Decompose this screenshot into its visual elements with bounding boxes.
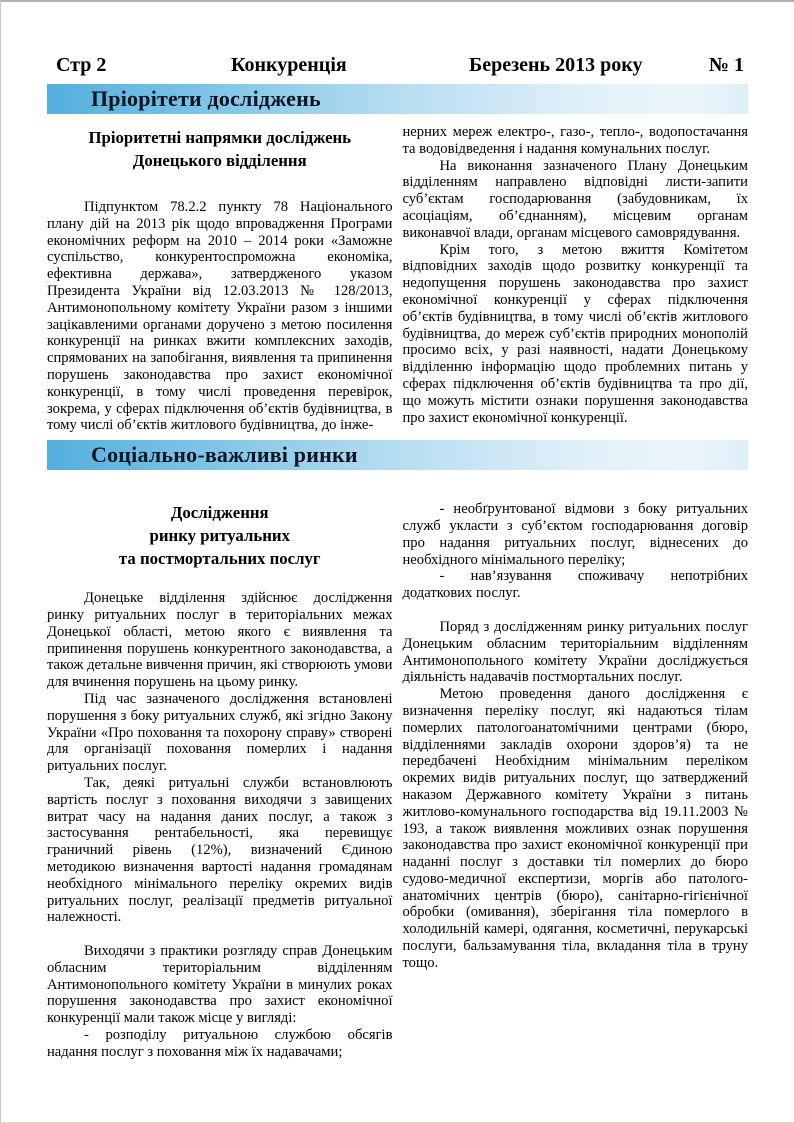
body-paragraph list-item: - нав’язування споживачу непотрібних додаткових послуг. [402,568,748,602]
two-column-text [47,124,748,434]
body-paragraph: нерних мереж електро-, газо-, тепло-, водопостачання та водовідведення і надання комунальних послуг. [402,124,748,157]
body-paragraph: Метою проведення даного дослідження є визначення переліку послуг, які надаються тілам померлих патологоанатомічними центрами (бюро, відділеннями закладів охорони здоров’я) та не передбачені Необхідним мінімальним переліком окремих видів ритуальних послуг, що затверджений наказом Державного комітету України з питань житлово-комунального господарства від 19.11.2003 № 193, а також виявлення можливих ознак порушення законодавства про захист економічної конкуренції при наданні послуг з доставки тіл померлих до бюро судово-медичної експертизи, моргів або патолого-анатомічних центрів (бюро), санітарно-гігієнічної обробки (омивання), зберігання тіла померлого в холодильній камері, одягання, косметичні, перукарські послуги, бальзамування тіла, вкладання тіла в труну тощо. [402,686,748,971]
body-paragraph: Виходячи з практики розгляду справ Донецьким обласним територіальним відділенням Антимонопольного комітету України в минулих роках порушення законодавства про захист економічної конкуренції мали також місце у вигляді: [47,943,393,1027]
section-banner [47,440,748,470]
body-paragraph list-item: - необґрунтованої відмови з боку ритуальних служб укласти з суб’єктом господарювання договір про надання ритуальних послуг, віднесених до необхідного мінімального переліку; [402,501,748,568]
article-heading-line: Донецького відділення [132,151,307,170]
left-column [47,501,393,1061]
article-heading [47,126,393,172]
issue-number: № 1 [708,54,744,76]
right-column [403,124,749,434]
article-heading-line: та постмортальних послуг [118,549,321,569]
body-paragraph: Так, деякі ритуальні служби встановлюють вартість послуг з поховання виходячи з завищених витрат часу на надання даних послуг, а також з застосування рентабельності, яка перевищує граничний рівень (12%), визначений Єдиною методикою визначення вартості надання громадянам необхідного мінімального переліку окремих видів ритуальних послуг, реалізації предметів ритуальної належності. [47,774,393,926]
right-column [403,501,749,1061]
section-research-priorities [1,84,794,434]
body-paragraph: Крім того, з метою вжиття Комітетом відповідних заходів щодо розвитку конкуренції та недопущення порушень законодавства про захист економічної конкуренції у сферах підключення об’єктів будівництва, в тому числі об’єктів житлового будівництва, до мереж суб’єктів природних монополій просимо всіх, у разі наявності, надати Донецькому відділенню інформацію щодо проблемних питань у сферах підключення об’єктів будівництва та про дії, що можуть містити ознаки порушення законодавства про захист економічної конкуренції. [402,241,748,426]
article-heading-line: Пріоритетні напрямки досліджень [88,128,352,147]
article-heading [47,501,393,570]
section-banner-title: Соціально-важливі ринки [91,442,358,468]
two-column-text [47,501,748,1061]
body-paragraph: Під час зазначеного дослідження встановлені порушення з боку ритуальних служб, які згідно Закону України «Про поховання та похорону справу» створені для організації поховання померлих і надання ритуальних послуг. [47,690,393,775]
body-paragraph: Донецьке відділення здійснює дослідження ринку ритуальних послуг в територіальних межах Донецької області, метою якого є виявлення та припинення порушень конкурентного законодавства, а також детальне вивчення причин, які створюють умови для вчинення порушень на цьому ринку. [47,590,393,691]
article-heading-line: ринку ритуальних [149,526,290,546]
section-social-markets [1,440,794,1061]
section-banner-title: Пріорітети досліджень [91,86,321,111]
body-paragraph: На виконання зазначеного Плану Донецьким відділенням направлено відповідні листи-запити суб’єктам господарювання (забудовникам, їх асоціаціям, об’єднанням), місцевим органам виконавчої влади, органам місцевого самоврядування. [402,157,748,241]
page-number-label: Стр 2 [56,54,107,76]
masthead [1,54,794,80]
article-heading-line: Дослідження [170,503,269,523]
issue-date: Березень 2013 року [469,54,643,76]
body-paragraph: Підпунктом 78.2.2 пункту 78 Національного плану дій на 2013 рік щодо впровадження Програми економічних реформ на 2010 – 2014 роки «Заможне суспільство, конкурентоспроможна економіка, ефективна держава», затвердженого указом Президента України від 12.03.2013 № 128/2013, Антимонопольному комітету України разом з іншими зацікавленими органами доручено з метою посилення конкуренції на ринках вжити комплексних заходів, спрямованих на запобігання, виявлення та припинення порушень законодавства про захист економічної конкуренції, в тому числі проведення перевірок, зокрема, у сферах підключення об’єктів будівництва, в тому числі об’єктів житлового будівництва, до інже- [47,199,393,434]
body-paragraph: Поряд з дослідженням ринку ритуальних послуг Донецьким обласним територіальним відділенням Антимонопольного комітету України досліджується діяльність надавачів постмортальних послуг. [402,618,748,686]
section-banner [47,84,748,114]
newsletter-title: Конкуренція [231,54,347,76]
body-paragraph list-item: - розподілу ритуальною службою обсягів надання послуг з поховання між їх надавачами; [47,1027,393,1060]
left-column [47,124,393,434]
